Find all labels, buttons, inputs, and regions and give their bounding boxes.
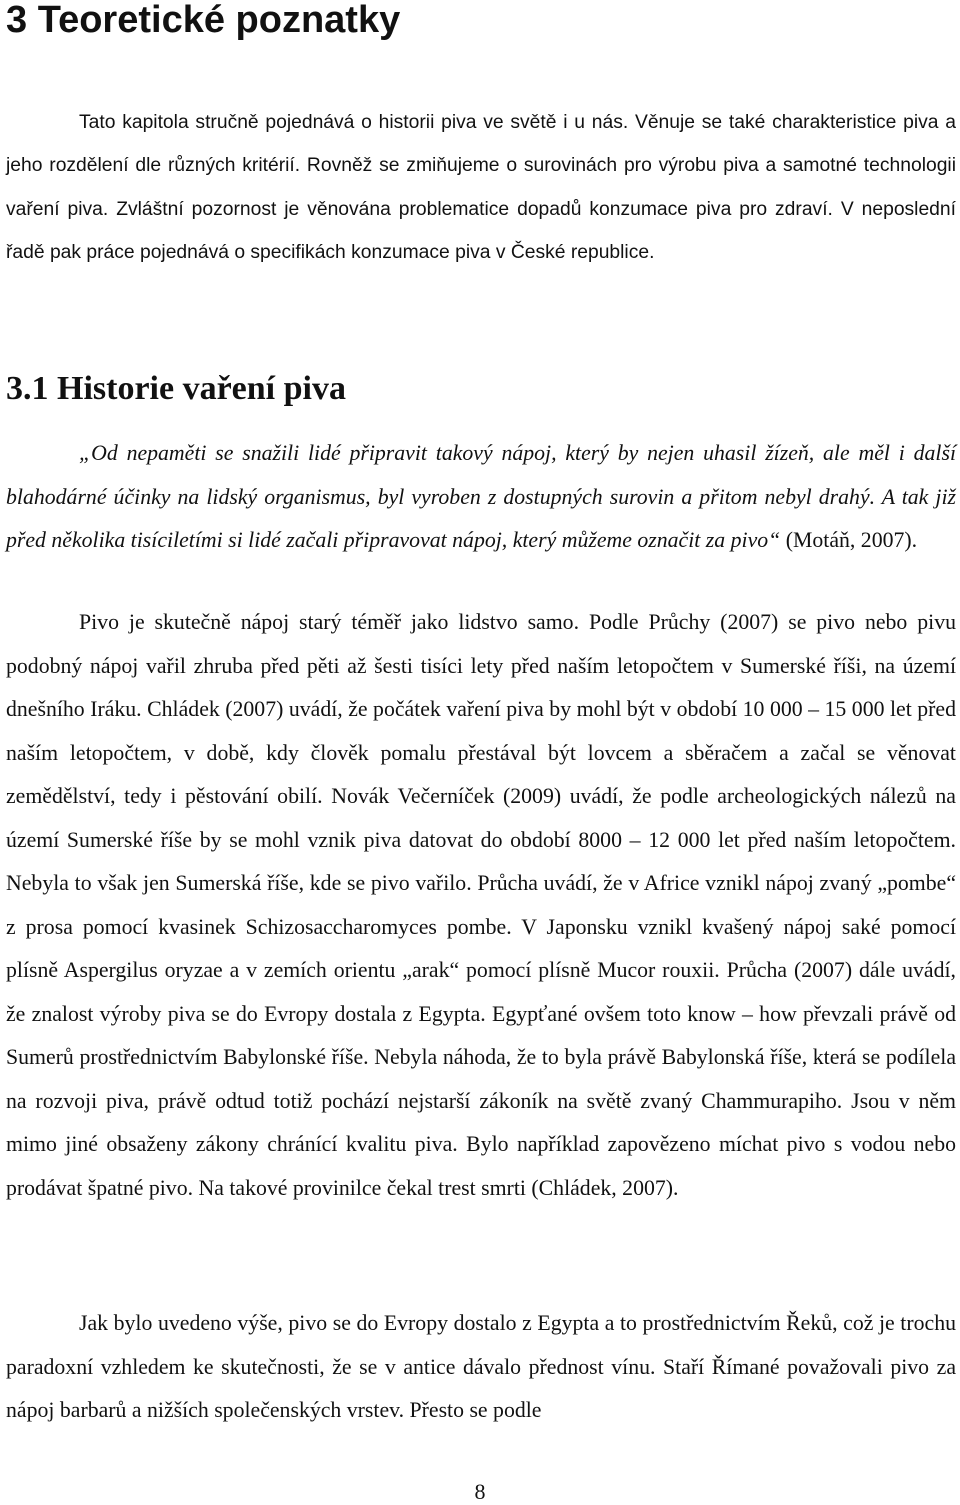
history-paragraph-1: Pivo je skutečně nápoj starý téměř jako lidstvo samo. Podle Průchy (2007) se pivo nebo pivu podobný nápoj vařil zhruba před pěti až šesti tisíci lety před naším letopočtem v Sumerské říši, na území dnešního Iráku. Chládek (2007) uvádí, že počátek vaření piva by mohl být v období 10 000 – 15 000 let před naším letopočtem, v době, kdy člověk pomalu přestával být lovcem a sběračem a začal se věnovat zemědělství, tedy i pěstování obilí. Novák Večerníček (2009) uvádí, že podle archeologických nálezů na území Sumerské říše by se mohl vznik piva datovat do období 8000 – 12 000 let před naším letopočtem. Nebyla to však jen Sumerská říše, kde se pivo vařilo. Průcha uvádí, že v Africe vznikl nápoj zvaný „pombe“ z prosa pomocí kvasinek Schizosaccharomyces pombe. V Japonsku vznikl kvašený nápoj saké pomocí plísně Aspergilus oryzae a v zemích orientu „arak“ pomocí plísně Mucor rouxii. Průcha (2007) dále uvádí, že znalost výroby piva se do Evropy dostala z Egypta. Egypťané ovšem toto know – how převzali právě od Sumerů prostřednictvím Babylonské říše. Nebyla náhoda, že to byla právě Babylonská říše, která se podílela na rozvoji piva, právě odtud totiž pochází nejstarší zákoník na světě zvaný Chammurapiho. Jsou v něm mimo jiné obsaženy zákony chránící kvalitu piva. Bylo například zapovězeno míchat pivo s vodou nebo prodávat špatné pivo. Na takové provinilce čekal trest smrti (Chládek, 2007). (6, 610, 956, 1200)
quote-citation: (Motáň, 2007). (780, 528, 918, 552)
quote-paragraph (6, 432, 956, 563)
history-paragraph-2: Jak bylo uvedeno výše, pivo se do Evropy dostalo z Egypta a to prostřednictvím Řeků, což je trochu paradoxní vzhledem ke skutečnosti, že se v antice dávalo přednost vínu. Staří Římané považovali pivo za nápoj barbarů a nižších společenských vrstev. Přesto se podle (6, 1311, 956, 1422)
intro-paragraph: Tato kapitola stručně pojednává o historii piva ve světě i u nás. Věnuje se také charakteristice piva a jeho rozdělení dle různých kritérií. Rovněž se zmiňujeme o surovinách pro výrobu piva a samotné technologii vaření piva. Zvláštní pozornost je věnována problematice dopadů konzumace piva pro zdraví. V neposlední řadě pak práce pojednává o specifikách konzumace piva v České republice. (6, 112, 956, 263)
quote-text: „Od nepaměti se snažili lidé připravit takový nápoj, který by nejen uhasil žízeň, ale měl i další blahodárné účinky na lidský organismus, byl vyroben z dostupných surovin a přitom nebyl drahý. A tak již před několika tisíciletími si lidé začali připravovat nápoj, který můžeme označit za pivo“ (6, 441, 956, 552)
page-number: 8 (474, 1479, 486, 1504)
chapter-title: 3 Teoretické poznatky (6, 0, 401, 41)
section-title: 3.1 Historie vaření piva (6, 370, 346, 407)
